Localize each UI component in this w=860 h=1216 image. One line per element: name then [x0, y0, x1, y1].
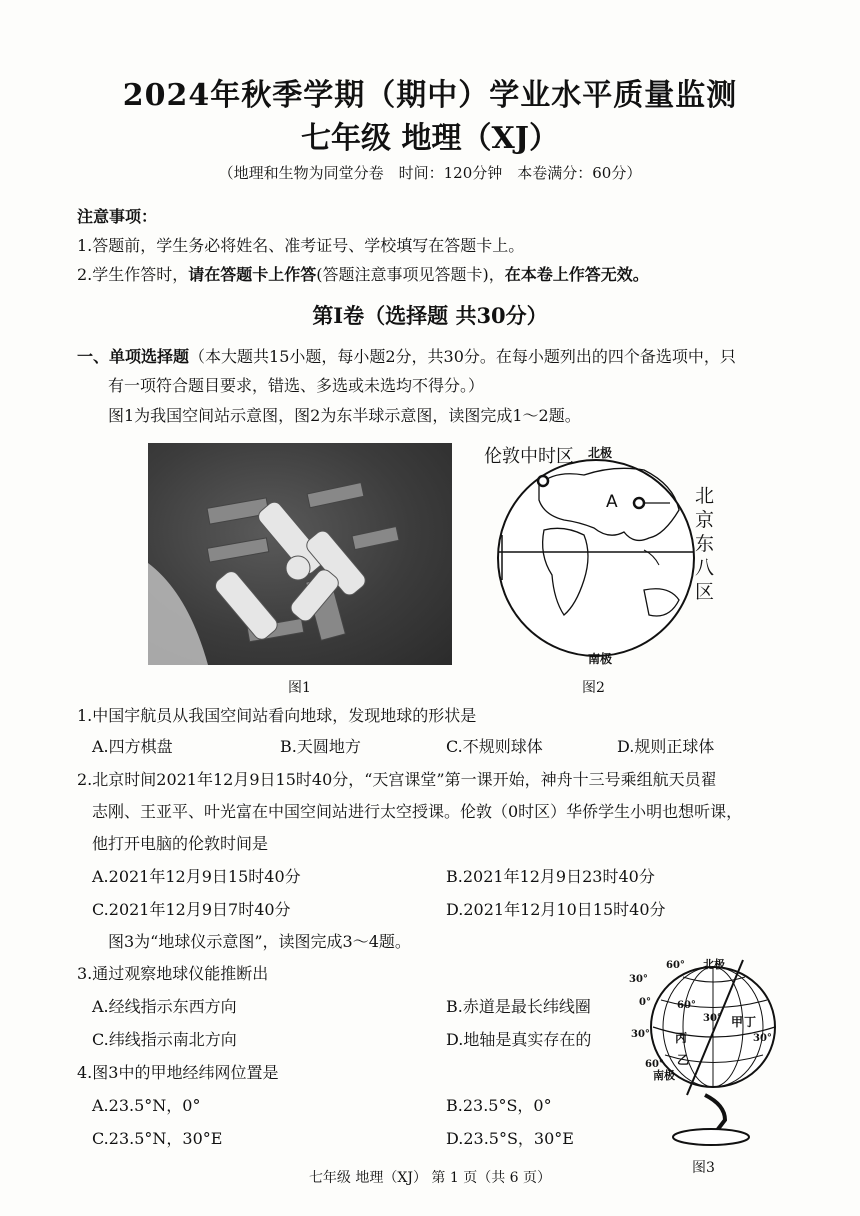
fig3-north-pole: 北极 [703, 958, 725, 971]
label-london: 伦敦中时区 [484, 446, 574, 467]
q1-option-b: B.天圆地方 [280, 737, 361, 756]
q2-option-b: B.2021年12月9日23时40分 [446, 867, 655, 886]
q2-line3: 他打开电脑的伦敦时间是 [92, 834, 269, 853]
q3-option-a: A.经线指示东西方向 [92, 997, 237, 1016]
fig3-lon-30: 30° [703, 1013, 722, 1024]
fig3-lat-60-bottom: 60° [645, 1059, 664, 1070]
caption-fig2: 图2 [582, 680, 605, 696]
label-north-pole: 北极 [588, 446, 613, 460]
q2-line1: 2.北京时间2021年12月9日15时40分，“天宫课堂”第一课开始，神舟十三号乘组航天员翟 [77, 770, 717, 789]
q4-stem: 4.图3中的甲地经纬网位置是 [77, 1063, 279, 1082]
exam-note: （地理和生物为同堂分卷 时间：120分钟 本卷满分：60分） [218, 164, 642, 182]
eastern-hemisphere-figure [484, 440, 724, 670]
part1-intro: 图1为我国空间站示意图，图2为东半球示意图，读图完成1～2题。 [108, 406, 581, 425]
fig3-label-jia: 甲 [731, 1015, 744, 1029]
label-a: A [606, 492, 618, 512]
q2-line2: 志刚、王亚平、叶光富在中国空间站进行太空授课。伦敦（0时区）华侨学生小明也想听课， [92, 802, 743, 821]
fig3-lat-60-top: 60° [666, 960, 685, 971]
part1-line1: 一、单项选择题（本大题共15小题，每小题2分，共30分。在每小题列出的四个备选项中，只 [77, 347, 736, 366]
caption-fig1: 图1 [288, 680, 311, 696]
q3-stem: 3.通过观察地球仪能推断出 [77, 964, 269, 983]
fig3-south-pole: 南极 [653, 1069, 675, 1082]
fig3-lat-30-right: 30° [753, 1033, 772, 1044]
exam-title: 2024年秋季学期（期中）学业水平质量监测 [122, 78, 738, 113]
fig3-label-bing: 丙 [675, 1031, 688, 1045]
exam-subtitle: 七年级 地理（XJ） [301, 121, 559, 156]
label-beijing: 北 京 东 八 区 [695, 485, 715, 603]
q2-option-a: A.2021年12月9日15时40分 [92, 867, 301, 886]
fig3-label-ding: 丁 [744, 1015, 757, 1029]
q3-option-c: C.纬线指示南北方向 [92, 1030, 237, 1049]
q4-option-a: A.23.5°N，0° [92, 1096, 201, 1115]
q3-intro: 图3为“地球仪示意图”，读图完成3～4题。 [108, 932, 411, 951]
q1-stem: 1.中国宇航员从我国空间站看向地球，发现地球的形状是 [77, 706, 477, 725]
q3-option-d: D.地轴是真实存在的 [446, 1030, 592, 1049]
fig3-lon-60: 60° [677, 1000, 696, 1011]
q1-option-d: D.规则正球体 [617, 737, 715, 756]
page-footer: 七年级 地理（XJ） 第 1 页（共 6 页） [308, 1170, 552, 1186]
q4-option-c: C.23.5°N，30°E [92, 1129, 223, 1148]
part1-line2: 有一项符合题目要求，错选、多选或未选均不得分。） [108, 376, 485, 395]
notice-item-1: 1.答题前，学生务必将姓名、准考证号、学校填写在答题卡上。 [77, 236, 525, 255]
globe-stand-drawing [625, 955, 785, 1155]
q3-option-b: B.赤道是最长纬线圈 [446, 997, 591, 1016]
space-station-photo [148, 443, 452, 665]
fig3-label-yi: 乙 [677, 1053, 690, 1067]
section-title: 第Ⅰ卷（选择题 共30分） [312, 303, 548, 328]
q1-option-c: C.不规则球体 [446, 737, 543, 756]
fig3-lat-30-left: 30° [629, 974, 648, 985]
q4-option-d: D.23.5°S，30°E [446, 1129, 574, 1148]
q4-option-b: B.23.5°S，0° [446, 1096, 552, 1115]
fig3-lat-0: 0° [639, 997, 651, 1008]
globe-figure [625, 955, 785, 1155]
globe-drawing [484, 440, 724, 670]
notice-heading: 注意事项： [77, 207, 158, 226]
label-south-pole: 南极 [588, 652, 613, 666]
q1-option-a: A.四方棋盘 [92, 737, 173, 756]
fig3-lat-30-bottom: 30° [631, 1029, 650, 1040]
q2-option-d: D.2021年12月10日15时40分 [446, 900, 666, 919]
caption-fig3: 图3 [692, 1160, 715, 1176]
notice-item-2: 2.学生作答时，请在答题卡上作答(答题注意事项见答题卡)，在本卷上作答无效。 [77, 265, 649, 284]
q2-option-c: C.2021年12月9日7时40分 [92, 900, 291, 919]
